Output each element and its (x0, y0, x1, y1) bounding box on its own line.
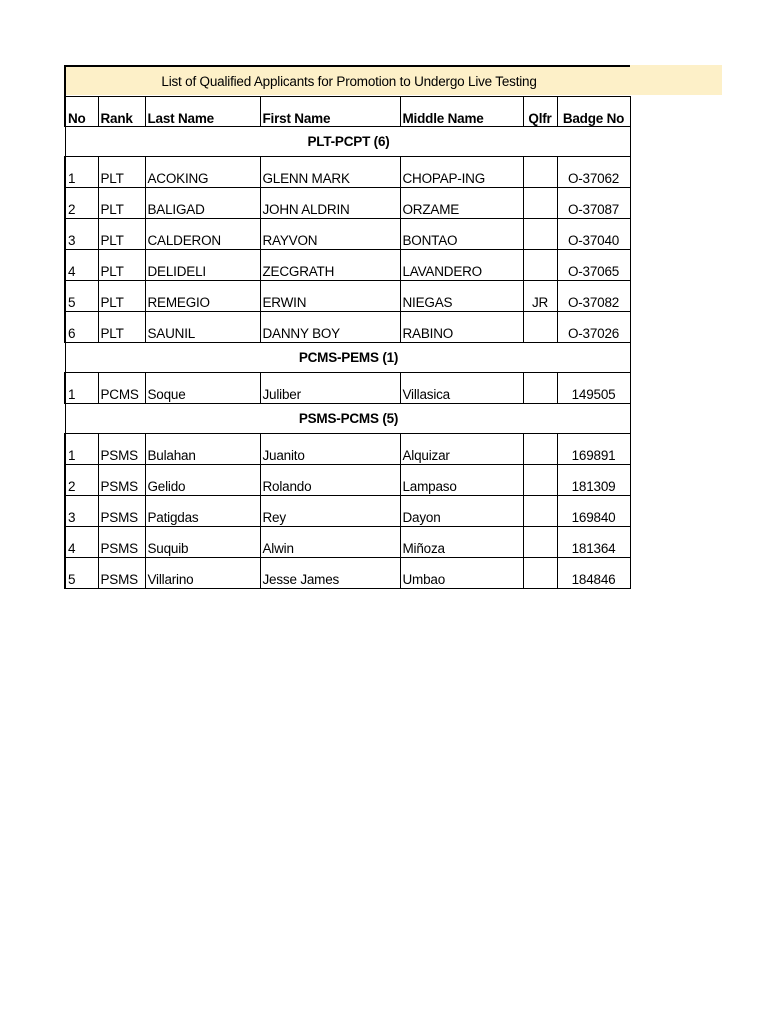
cell-middle-name: LAVANDERO (400, 250, 523, 281)
column-header-last-name: Last Name (145, 97, 260, 127)
column-header-first-name: First Name (260, 97, 400, 127)
cell-no: 2 (65, 465, 98, 496)
cell-badge-no: O-37026 (557, 312, 630, 343)
header-row (65, 97, 630, 127)
cell-no: 1 (65, 157, 98, 188)
cell-qlfr (523, 465, 557, 496)
cell-badge-no: O-37082 (557, 281, 630, 312)
cell-no: 4 (65, 250, 98, 281)
cell-middle-name: CHOPAP-ING (400, 157, 523, 188)
table-row (65, 558, 630, 589)
cell-qlfr (523, 250, 557, 281)
cell-last-name: Suquib (145, 527, 260, 558)
cell-last-name: Soque (145, 373, 260, 404)
cell-rank: PLT (98, 312, 145, 343)
column-header-middle-name: Middle Name (400, 97, 523, 127)
cell-no: 1 (65, 434, 98, 465)
group-label: PSMS-PCMS (5) (65, 404, 630, 434)
cell-last-name: Bulahan (145, 434, 260, 465)
cell-qlfr (523, 312, 557, 343)
cell-qlfr: JR (523, 281, 557, 312)
cell-badge-no: 149505 (557, 373, 630, 404)
cell-first-name: Alwin (260, 527, 400, 558)
cell-last-name: SAUNIL (145, 312, 260, 343)
cell-rank: PLT (98, 188, 145, 219)
column-header-no: No (65, 97, 98, 127)
cell-rank: PSMS (98, 558, 145, 589)
cell-last-name: Villarino (145, 558, 260, 589)
table-row (65, 373, 630, 404)
table-row (65, 219, 630, 250)
cell-no: 3 (65, 496, 98, 527)
cell-first-name: ZECGRATH (260, 250, 400, 281)
table-row (65, 527, 630, 558)
group-label: PLT-PCPT (6) (65, 127, 630, 157)
cell-last-name: BALIGAD (145, 188, 260, 219)
cell-middle-name: RABINO (400, 312, 523, 343)
column-header-qlfr: Qlfr (523, 97, 557, 127)
cell-badge-no: 169840 (557, 496, 630, 527)
table-row (65, 281, 630, 312)
cell-badge-no: O-37062 (557, 157, 630, 188)
cell-middle-name: NIEGAS (400, 281, 523, 312)
table-row (65, 188, 630, 219)
cell-qlfr (523, 434, 557, 465)
cell-first-name: Rolando (260, 465, 400, 496)
cell-no: 4 (65, 527, 98, 558)
group-label: PCMS-PEMS (1) (65, 343, 630, 373)
cell-no: 6 (65, 312, 98, 343)
cell-badge-no: O-37087 (557, 188, 630, 219)
cell-first-name: GLENN MARK (260, 157, 400, 188)
cell-no: 2 (65, 188, 98, 219)
cell-badge-no: 181309 (557, 465, 630, 496)
cell-last-name: ACOKING (145, 157, 260, 188)
cell-middle-name: Alquizar (400, 434, 523, 465)
cell-no: 5 (65, 558, 98, 589)
cell-rank: PLT (98, 250, 145, 281)
column-header-badge-no: Badge No (557, 97, 630, 127)
cell-middle-name: Villasica (400, 373, 523, 404)
cell-no: 5 (65, 281, 98, 312)
cell-badge-no: O-37040 (557, 219, 630, 250)
cell-first-name: Jesse James (260, 558, 400, 589)
cell-rank: PSMS (98, 465, 145, 496)
cell-qlfr (523, 527, 557, 558)
cell-badge-no: O-37065 (557, 250, 630, 281)
cell-qlfr (523, 188, 557, 219)
cell-middle-name: Dayon (400, 496, 523, 527)
cell-qlfr (523, 496, 557, 527)
cell-first-name: RAYVON (260, 219, 400, 250)
cell-middle-name: Lampaso (400, 465, 523, 496)
cell-rank: PCMS (98, 373, 145, 404)
cell-rank: PSMS (98, 527, 145, 558)
group-header-row (65, 343, 630, 373)
cell-rank: PLT (98, 157, 145, 188)
cell-qlfr (523, 157, 557, 188)
cell-first-name: DANNY BOY (260, 312, 400, 343)
title-row (65, 66, 630, 97)
cell-last-name: Patigdas (145, 496, 260, 527)
table-row (65, 250, 630, 281)
sheet-title: List of Qualified Applicants for Promotion to Undergo Live Testing (65, 66, 630, 97)
table-row (65, 496, 630, 527)
cell-first-name: JOHN ALDRIN (260, 188, 400, 219)
cell-last-name: DELIDELI (145, 250, 260, 281)
applicants-table (64, 65, 631, 589)
cell-rank: PSMS (98, 496, 145, 527)
cell-qlfr (523, 373, 557, 404)
cell-middle-name: ORZAME (400, 188, 523, 219)
cell-middle-name: BONTAO (400, 219, 523, 250)
group-header-row (65, 127, 630, 157)
cell-middle-name: Umbao (400, 558, 523, 589)
cell-no: 1 (65, 373, 98, 404)
cell-qlfr (523, 558, 557, 589)
cell-badge-no: 181364 (557, 527, 630, 558)
cell-first-name: Juanito (260, 434, 400, 465)
cell-rank: PLT (98, 281, 145, 312)
cell-last-name: REMEGIO (145, 281, 260, 312)
table-row (65, 434, 630, 465)
cell-qlfr (523, 219, 557, 250)
cell-last-name: Gelido (145, 465, 260, 496)
cell-badge-no: 169891 (557, 434, 630, 465)
cell-rank: PLT (98, 219, 145, 250)
cell-badge-no: 184846 (557, 558, 630, 589)
cell-first-name: Rey (260, 496, 400, 527)
table-row (65, 312, 630, 343)
cell-no: 3 (65, 219, 98, 250)
table-row (65, 465, 630, 496)
cell-first-name: Juliber (260, 373, 400, 404)
group-header-row (65, 404, 630, 434)
cell-last-name: CALDERON (145, 219, 260, 250)
column-header-rank: Rank (98, 97, 145, 127)
table-row (65, 157, 630, 188)
cell-rank: PSMS (98, 434, 145, 465)
cell-middle-name: Miñoza (400, 527, 523, 558)
cell-first-name: ERWIN (260, 281, 400, 312)
